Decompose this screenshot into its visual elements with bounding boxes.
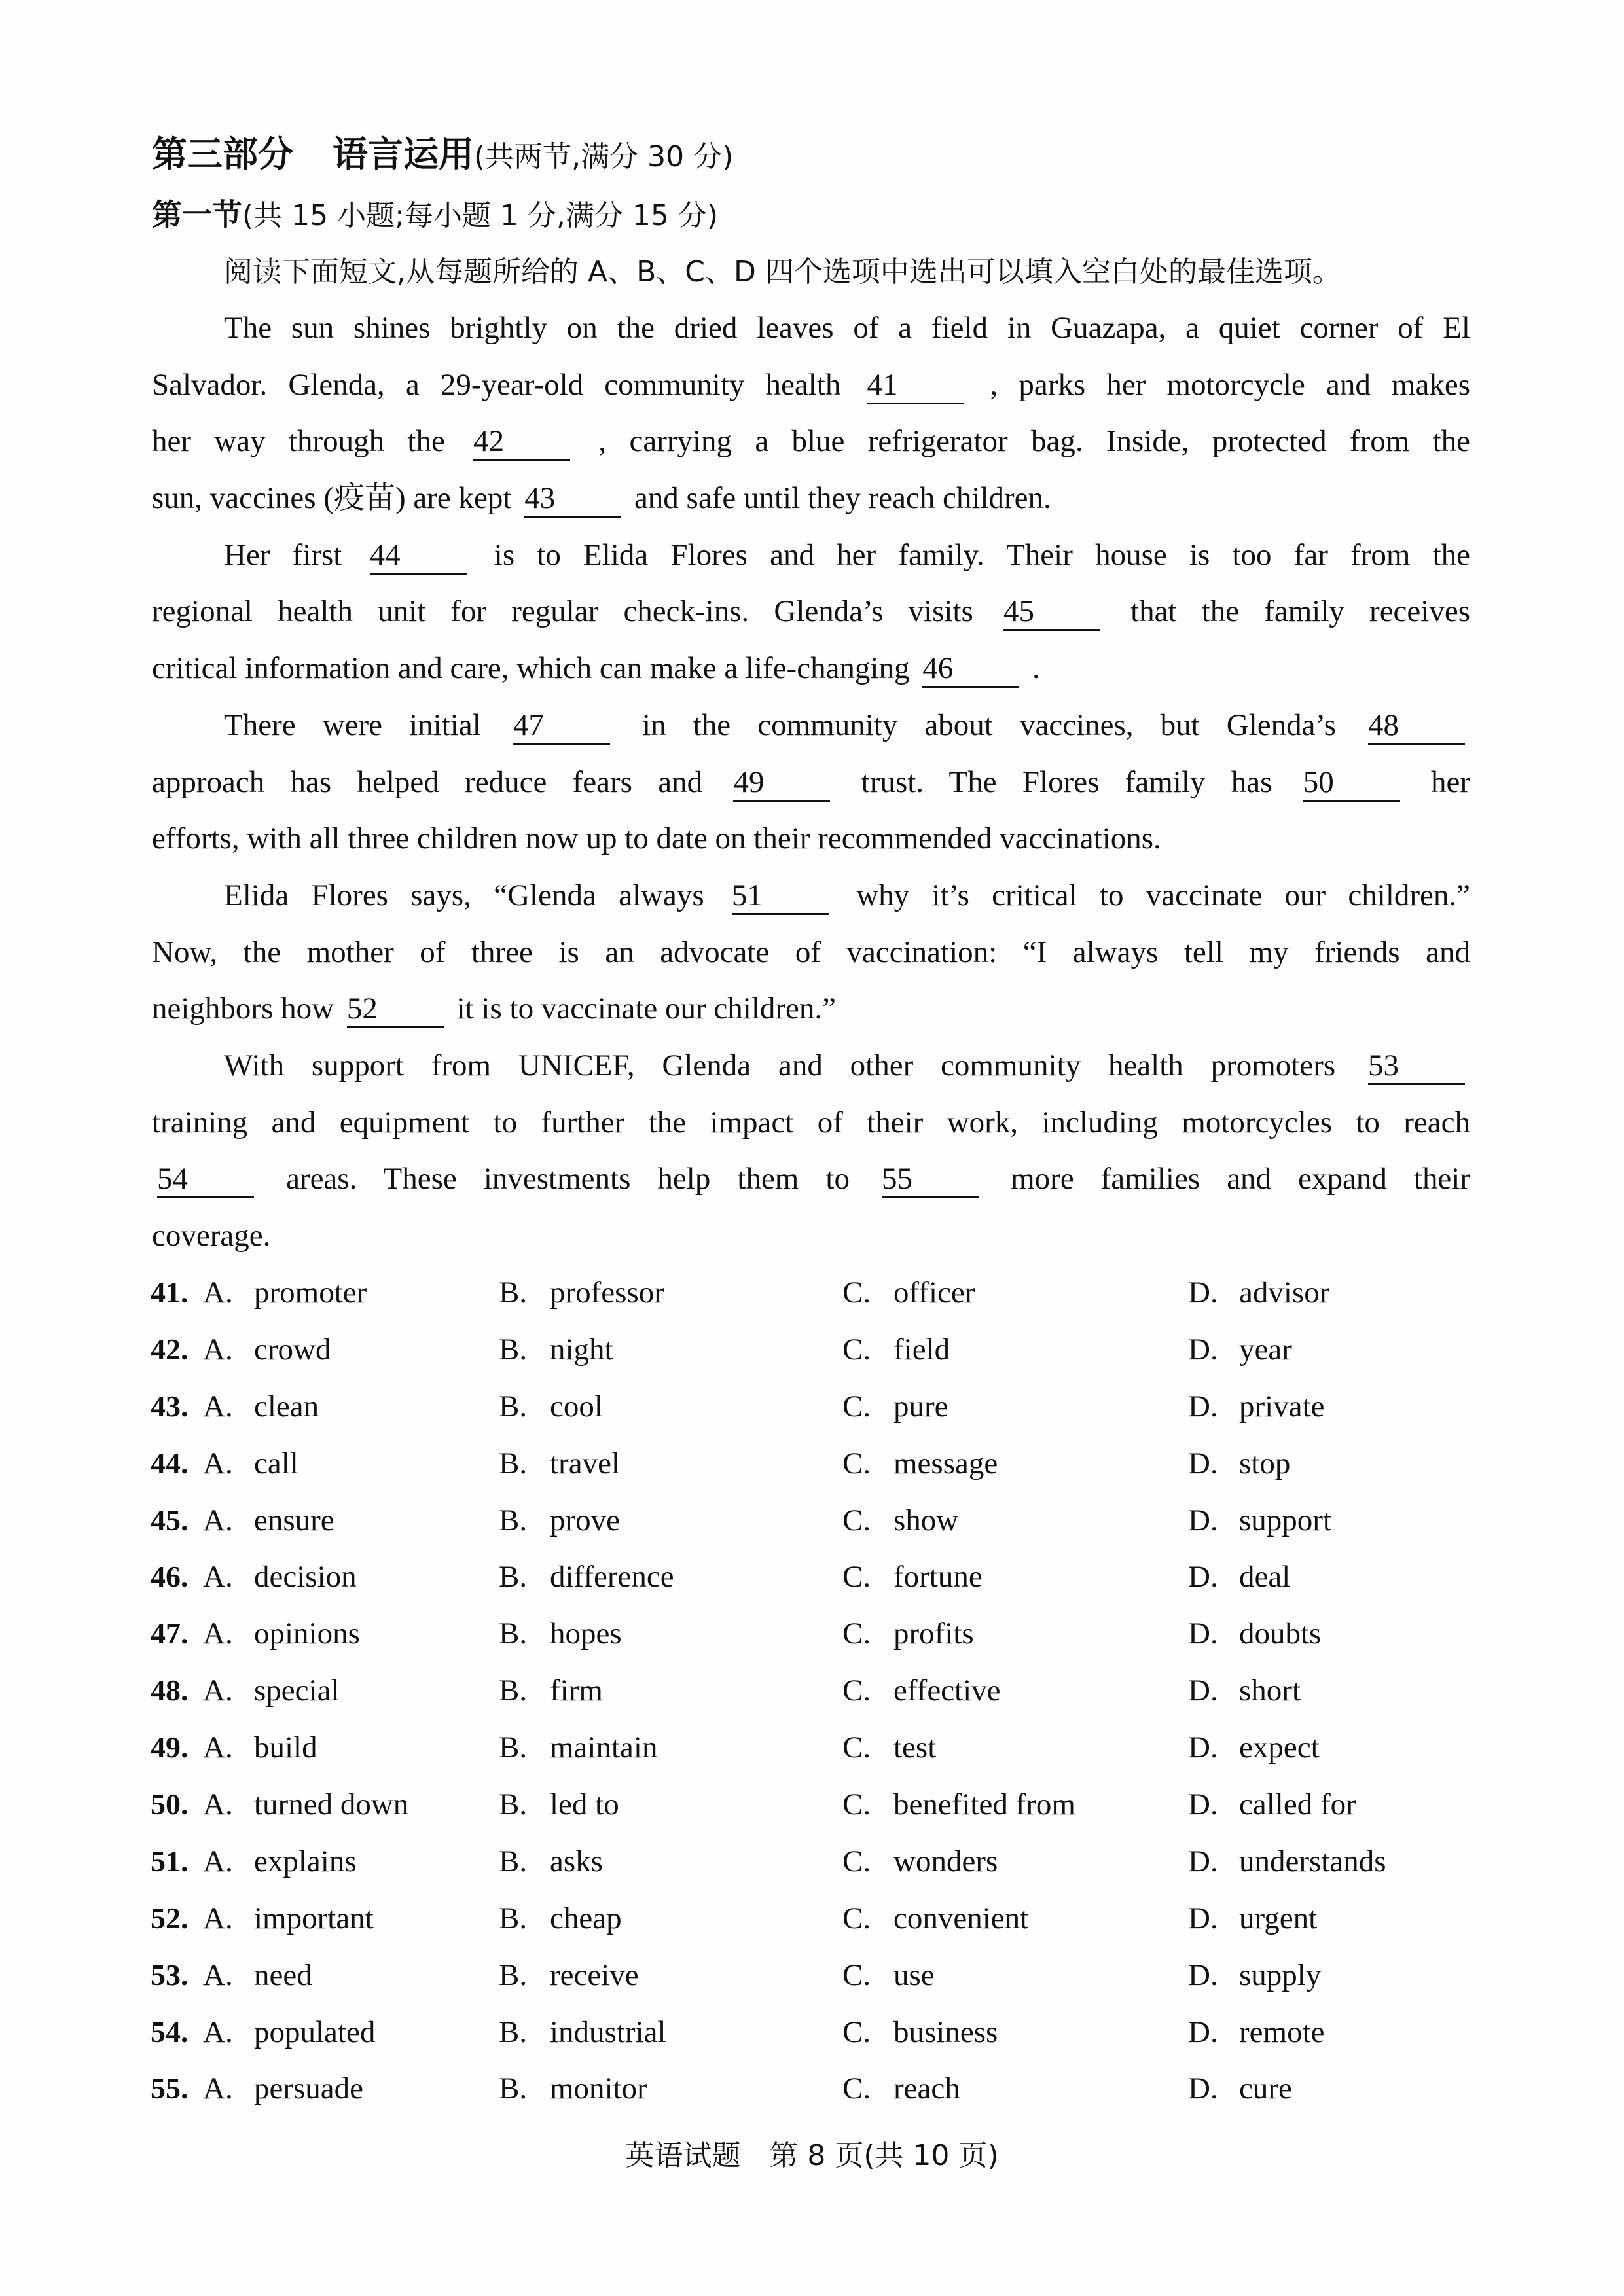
- passage-text: Her first: [224, 537, 342, 572]
- question-row: [151, 1719, 1473, 1776]
- option-text: urgent: [1239, 1901, 1318, 1935]
- option-letter: A.: [203, 1787, 233, 1822]
- passage-text: more families and expand their: [1011, 1162, 1471, 1196]
- option-letter: B.: [499, 1389, 528, 1424]
- option-text: short: [1239, 1674, 1301, 1708]
- passage-text: critical information and care, which can make a life-changing: [152, 651, 910, 686]
- option-text: receive: [550, 1958, 639, 1992]
- passage-line: [152, 697, 1470, 754]
- option-letter: C.: [842, 1958, 871, 1992]
- option-letter: B.: [499, 1731, 528, 1765]
- option-letter: D.: [1188, 1276, 1218, 1310]
- option-letter: A.: [203, 1446, 233, 1480]
- option-text: night: [550, 1332, 613, 1367]
- option-b: [499, 1435, 620, 1492]
- option-text: use: [893, 1958, 935, 1992]
- option-text: test: [893, 1731, 937, 1765]
- passage-text: With support from UNICEF, Glenda and other community health promoters: [224, 1048, 1336, 1083]
- passage-text: neighbors how: [152, 992, 334, 1026]
- option-letter: A.: [203, 1276, 233, 1310]
- question-row: [151, 2004, 1473, 2061]
- passage-text: why it’s critical to vaccinate our children.”: [856, 878, 1471, 912]
- option-text: advisor: [1239, 1276, 1330, 1310]
- option-text: populated: [254, 2015, 376, 2049]
- option-a: [203, 1549, 357, 1605]
- option-letter: C.: [842, 1332, 871, 1367]
- option-text: support: [1239, 1503, 1331, 1537]
- option-c: [842, 1378, 948, 1435]
- option-b: [499, 1776, 619, 1833]
- passage-text: it is to vaccinate our children.”: [456, 992, 837, 1026]
- option-a: [203, 1719, 317, 1776]
- section-heading: [152, 194, 718, 236]
- option-letter: C.: [842, 1787, 871, 1822]
- passage-text: approach has helped reduce fears and: [152, 764, 703, 799]
- question-number: 53.: [151, 1958, 189, 1992]
- option-c: [842, 1265, 975, 1321]
- option-letter: D.: [1188, 1503, 1218, 1537]
- option-letter: A.: [203, 1958, 233, 1992]
- passage-text: regional health unit for regular check-ins. Glenda’s visits: [152, 594, 973, 629]
- passage-line: [152, 300, 1470, 357]
- passage-text: her: [1431, 764, 1471, 799]
- option-c: [842, 1321, 950, 1378]
- option-b: [499, 1833, 603, 1890]
- option-letter: A.: [203, 1731, 233, 1765]
- option-text: prove: [550, 1503, 621, 1537]
- option-d: [1188, 1605, 1321, 1662]
- question-row: [151, 1321, 1473, 1378]
- blank-43: 43: [524, 480, 621, 518]
- question-row: [151, 2060, 1473, 2117]
- option-b: [499, 1662, 603, 1719]
- option-c: [842, 1662, 1001, 1719]
- option-b: [499, 1321, 613, 1378]
- blank-49: 49: [733, 764, 830, 802]
- answer-options-list: [151, 1265, 1473, 2117]
- passage-text: Salvador. Glenda, a 29-year-old community health: [152, 367, 841, 402]
- option-letter: B.: [499, 1901, 528, 1935]
- option-b: [499, 2004, 666, 2061]
- passage-text: efforts, with all three children now up to date on their recommended vaccinations.: [152, 821, 1161, 856]
- question-row: [151, 1947, 1473, 2004]
- option-letter: B.: [499, 1503, 528, 1537]
- passage-line: [152, 640, 1470, 697]
- part-name: 语言运用: [333, 134, 474, 175]
- option-d: [1188, 2004, 1325, 2061]
- question-number: 42.: [151, 1332, 189, 1366]
- question-row: [151, 1890, 1473, 1947]
- option-letter: C.: [842, 1560, 871, 1594]
- option-letter: B.: [499, 2015, 528, 2049]
- passage-line: [152, 810, 1470, 867]
- option-d: [1188, 1265, 1329, 1321]
- option-text: build: [254, 1731, 317, 1765]
- passage-text: training and equipment to further the impact of their work, including motorcycles to reach: [152, 1105, 1470, 1139]
- option-letter: D.: [1188, 1617, 1218, 1651]
- option-a: [203, 2004, 375, 2061]
- option-text: supply: [1239, 1958, 1322, 1992]
- question-row: [151, 1605, 1473, 1662]
- option-letter: D.: [1188, 1731, 1218, 1765]
- option-text: called for: [1239, 1787, 1356, 1822]
- option-letter: C.: [842, 1901, 871, 1935]
- passage-line: [152, 867, 1470, 924]
- option-text: hopes: [550, 1617, 622, 1651]
- passage-text: , parks her motorcycle and makes: [990, 367, 1470, 402]
- option-text: clean: [254, 1389, 319, 1424]
- option-letter: B.: [499, 1617, 528, 1651]
- question-number: 52.: [151, 1901, 189, 1935]
- question-number: 47.: [151, 1617, 189, 1651]
- question-row: [151, 1549, 1473, 1605]
- option-text: cool: [550, 1389, 603, 1424]
- option-c: [842, 2004, 998, 2061]
- option-text: benefited from: [893, 1787, 1075, 1822]
- part-score-note: (共两节,满分 30 分): [474, 140, 734, 173]
- option-letter: D.: [1188, 1958, 1218, 1992]
- blank-48: 48: [1368, 708, 1465, 745]
- option-letter: C.: [842, 1844, 871, 1878]
- question-row: [151, 1378, 1473, 1435]
- option-letter: B.: [499, 1958, 528, 1992]
- option-text: travel: [550, 1446, 620, 1480]
- option-text: ensure: [254, 1503, 334, 1537]
- passage-text: Now, the mother of three is an advocate of vaccination: “I always tell my friends and: [152, 935, 1470, 969]
- passage-line: [152, 980, 1470, 1037]
- option-letter: C.: [842, 1503, 871, 1537]
- passage-text: The sun shines brightly on the dried leaves of a field in Guazapa, a quiet corner of El: [224, 311, 1470, 345]
- option-c: [842, 2060, 960, 2117]
- passage-line: [152, 470, 1470, 527]
- option-letter: A.: [203, 1332, 233, 1367]
- option-d: [1188, 1435, 1290, 1492]
- option-text: officer: [893, 1276, 975, 1310]
- option-b: [499, 1492, 620, 1549]
- option-a: [203, 1378, 319, 1435]
- passage-line: [152, 413, 1470, 470]
- question-number: 45.: [151, 1503, 189, 1537]
- option-text: reach: [893, 2072, 960, 2106]
- option-b: [499, 2060, 647, 2117]
- option-letter: A.: [203, 2015, 233, 2049]
- passage-line: [152, 754, 1470, 811]
- option-a: [203, 1947, 312, 2004]
- option-b: [499, 1719, 657, 1776]
- blank-42: 42: [473, 423, 570, 461]
- passage-text: that the family receives: [1130, 594, 1470, 629]
- part-heading: [152, 131, 733, 178]
- passage-text: areas. These investments help them to: [286, 1162, 850, 1196]
- passage-text: , carrying a blue refrigerator bag. Inside, protected from the: [598, 424, 1470, 459]
- option-letter: A.: [203, 1617, 233, 1651]
- blank-54: 54: [157, 1161, 254, 1198]
- option-c: [842, 1833, 998, 1890]
- option-d: [1188, 1947, 1321, 2004]
- passage-line: [152, 1094, 1470, 1151]
- blank-46: 46: [922, 651, 1019, 688]
- blank-47: 47: [513, 708, 610, 745]
- option-d: [1188, 1378, 1325, 1435]
- passage-text: in the community about vaccines, but Glenda’s: [642, 708, 1336, 742]
- option-d: [1188, 1492, 1331, 1549]
- option-letter: C.: [842, 1276, 871, 1310]
- option-text: doubts: [1239, 1617, 1322, 1651]
- option-a: [203, 1890, 374, 1947]
- option-c: [842, 1435, 998, 1492]
- question-number: 46.: [151, 1560, 189, 1594]
- option-text: effective: [893, 1674, 1001, 1708]
- option-text: promoter: [254, 1276, 367, 1310]
- option-letter: C.: [842, 1617, 871, 1651]
- option-letter: A.: [203, 1560, 233, 1594]
- option-text: convenient: [893, 1901, 1029, 1935]
- option-text: turned down: [254, 1787, 409, 1822]
- option-letter: D.: [1188, 1560, 1218, 1594]
- question-number: 44.: [151, 1446, 189, 1480]
- question-number: 51.: [151, 1844, 189, 1878]
- option-letter: D.: [1188, 1446, 1218, 1480]
- question-number: 43.: [151, 1389, 189, 1423]
- option-text: field: [893, 1332, 950, 1367]
- option-letter: D.: [1188, 2072, 1218, 2106]
- option-text: pure: [893, 1389, 948, 1424]
- question-number: 49.: [151, 1731, 189, 1765]
- option-letter: C.: [842, 1389, 871, 1424]
- question-row: [151, 1435, 1473, 1492]
- question-row: [151, 1662, 1473, 1719]
- option-d: [1188, 1776, 1356, 1833]
- passage-line: [152, 1208, 1470, 1265]
- option-b: [499, 1947, 639, 2004]
- question-number: 50.: [151, 1787, 189, 1821]
- option-text: cheap: [550, 1901, 622, 1935]
- option-letter: A.: [203, 1389, 233, 1424]
- option-text: deal: [1239, 1560, 1291, 1594]
- passage-text: is to Elida Flores and her family. Their house is too far from the: [494, 537, 1471, 572]
- option-letter: C.: [842, 2015, 871, 2049]
- option-b: [499, 1265, 664, 1321]
- question-row: [151, 1265, 1473, 1321]
- passage-text: coverage.: [152, 1219, 271, 1253]
- question-row: [151, 1492, 1473, 1549]
- passage-line: [152, 1151, 1470, 1208]
- option-text: business: [893, 2015, 998, 2049]
- blank-44: 44: [370, 537, 467, 575]
- passage-text: trust. The Flores family has: [861, 764, 1272, 799]
- option-text: difference: [550, 1560, 674, 1594]
- option-letter: B.: [499, 2072, 528, 2106]
- option-b: [499, 1605, 622, 1662]
- footer-page-number: 第 8 页(共 10 页): [769, 2139, 999, 2172]
- option-c: [842, 1890, 1028, 1947]
- blank-41: 41: [867, 367, 964, 404]
- option-c: [842, 1492, 958, 1549]
- blank-50: 50: [1303, 764, 1400, 802]
- page-footer: [0, 2135, 1624, 2177]
- option-letter: A.: [203, 1674, 233, 1708]
- part-number: 第三部分: [152, 134, 293, 175]
- option-letter: B.: [499, 1787, 528, 1822]
- section-score-note: (共 15 小题;每小题 1 分,满分 15 分): [242, 199, 719, 232]
- option-letter: D.: [1188, 1901, 1218, 1935]
- option-d: [1188, 1833, 1386, 1890]
- passage-text: her way through the: [152, 424, 445, 459]
- option-a: [203, 1833, 357, 1890]
- option-text: maintain: [550, 1731, 658, 1765]
- option-letter: B.: [499, 1446, 528, 1480]
- option-text: message: [893, 1446, 998, 1480]
- passage-text: Elida Flores says, “Glenda always: [224, 878, 704, 912]
- option-text: expect: [1239, 1731, 1320, 1765]
- passage-line: [152, 583, 1470, 640]
- option-d: [1188, 1321, 1292, 1378]
- option-letter: D.: [1188, 1674, 1218, 1708]
- blank-51: 51: [732, 878, 829, 915]
- blank-45: 45: [1003, 594, 1100, 631]
- option-a: [203, 1321, 331, 1378]
- option-c: [842, 1549, 983, 1605]
- option-text: need: [254, 1958, 312, 1992]
- option-c: [842, 1947, 935, 2004]
- option-d: [1188, 2060, 1292, 2117]
- option-letter: B.: [499, 1332, 528, 1367]
- option-letter: D.: [1188, 2015, 1218, 2049]
- option-letter: D.: [1188, 1332, 1218, 1367]
- option-text: professor: [550, 1276, 664, 1310]
- option-text: industrial: [550, 2015, 666, 2049]
- footer-subject: 英语试题: [625, 2139, 741, 2172]
- option-text: monitor: [550, 2072, 647, 2106]
- option-text: led to: [550, 1787, 619, 1822]
- option-letter: A.: [203, 2072, 233, 2106]
- blank-55: 55: [882, 1161, 979, 1198]
- option-letter: A.: [203, 1844, 233, 1878]
- passage-line: [152, 924, 1470, 981]
- passage-line: [152, 357, 1470, 414]
- option-letter: A.: [203, 1901, 233, 1935]
- option-letter: B.: [499, 1560, 528, 1594]
- option-letter: D.: [1188, 1844, 1218, 1878]
- option-text: cure: [1239, 2072, 1292, 2106]
- question-number: 48.: [151, 1674, 189, 1708]
- question-row: [151, 1776, 1473, 1833]
- option-letter: B.: [499, 1674, 528, 1708]
- option-d: [1188, 1719, 1320, 1776]
- option-letter: C.: [842, 1731, 871, 1765]
- option-text: year: [1239, 1332, 1292, 1367]
- option-text: explains: [254, 1844, 357, 1878]
- option-c: [842, 1776, 1075, 1833]
- passage-line: [152, 1037, 1470, 1094]
- passage-text: There were initial: [224, 708, 481, 742]
- passage-text: .: [1032, 651, 1040, 686]
- option-a: [203, 1662, 340, 1719]
- question-number: 41.: [151, 1276, 189, 1309]
- option-text: private: [1239, 1389, 1325, 1424]
- passage-line: [152, 527, 1470, 584]
- question-number: 54.: [151, 2015, 189, 2049]
- option-text: persuade: [254, 2072, 364, 2106]
- option-a: [203, 1776, 408, 1833]
- option-text: important: [254, 1901, 374, 1935]
- section-number: 第一节: [152, 197, 242, 232]
- question-number: 55.: [151, 2072, 189, 2106]
- option-letter: D.: [1188, 1787, 1218, 1822]
- option-text: opinions: [254, 1617, 360, 1651]
- option-text: firm: [550, 1674, 603, 1708]
- option-text: show: [893, 1503, 959, 1537]
- option-letter: D.: [1188, 1389, 1218, 1424]
- option-letter: B.: [499, 1276, 528, 1310]
- option-text: stop: [1239, 1446, 1291, 1480]
- option-text: profits: [893, 1617, 974, 1651]
- option-letter: C.: [842, 1674, 871, 1708]
- option-c: [842, 1605, 974, 1662]
- option-a: [203, 1435, 298, 1492]
- option-a: [203, 1605, 360, 1662]
- option-c: [842, 1719, 936, 1776]
- option-letter: A.: [203, 1503, 233, 1537]
- option-a: [203, 1265, 367, 1321]
- option-text: fortune: [893, 1560, 983, 1594]
- option-text: remote: [1239, 2015, 1325, 2049]
- option-text: special: [254, 1674, 340, 1708]
- option-d: [1188, 1662, 1301, 1719]
- option-text: crowd: [254, 1332, 331, 1367]
- option-text: asks: [550, 1844, 603, 1878]
- option-text: decision: [254, 1560, 357, 1594]
- option-letter: C.: [842, 2072, 871, 2106]
- passage-text: and safe until they reach children.: [634, 481, 1051, 516]
- option-b: [499, 1549, 674, 1605]
- option-letter: C.: [842, 1446, 871, 1480]
- option-text: wonders: [893, 1844, 998, 1878]
- instructions: 阅读下面短文,从每题所给的 A、B、C、D 四个选项中选出可以填入空白处的最佳选项。: [224, 255, 1341, 289]
- cloze-passage: [152, 300, 1470, 1265]
- option-letter: B.: [499, 1844, 528, 1878]
- option-a: [203, 2060, 363, 2117]
- blank-53: 53: [1368, 1048, 1465, 1085]
- blank-52: 52: [347, 991, 444, 1028]
- option-b: [499, 1378, 603, 1435]
- option-text: understands: [1239, 1844, 1386, 1878]
- option-d: [1188, 1890, 1317, 1947]
- option-text: call: [254, 1446, 298, 1480]
- option-b: [499, 1890, 622, 1947]
- passage-text: sun, vaccines (疫苗) are kept: [152, 481, 512, 516]
- question-row: [151, 1833, 1473, 1890]
- option-a: [203, 1492, 334, 1549]
- option-d: [1188, 1549, 1290, 1605]
